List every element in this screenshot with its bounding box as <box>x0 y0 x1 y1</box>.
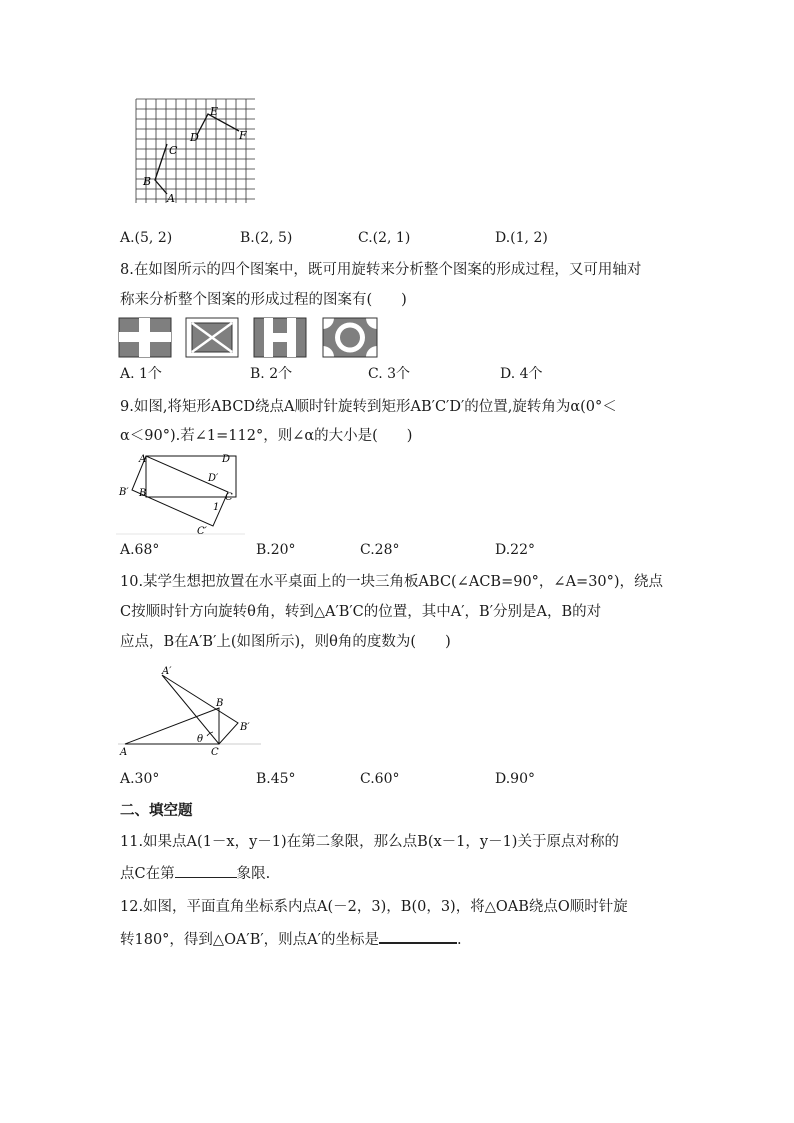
q12-text-line1: 12.如图，平面直角坐标系内点A(－2，3)，B(0，3)，将△OAB绕点O顺时针旋 <box>120 899 628 915</box>
q7-option-b: B.(2, 5) <box>240 230 293 246</box>
q10-text-line3: 应点，B在A′B′上(如图所示)，则θ角的度数为( ) <box>120 634 451 650</box>
section-heading-fill-in: 二、填空题 <box>120 802 193 819</box>
q9-option-b: B.20° <box>256 542 296 558</box>
label-C: C <box>169 144 178 157</box>
label-A: A <box>139 454 147 465</box>
pattern-h <box>254 318 306 357</box>
label-A: A <box>120 747 128 758</box>
q8-option-b: B. 2个 <box>250 366 293 382</box>
q9-option-d: D.22° <box>495 542 535 558</box>
q7-option-c: C.(2, 1) <box>358 230 411 246</box>
label-C: C <box>225 492 233 503</box>
label-E: E <box>210 105 219 118</box>
q10-option-c: C.60° <box>360 771 400 787</box>
q10-triangle-figure <box>115 660 265 760</box>
pattern-circle <box>312 317 380 359</box>
label-D: D <box>190 131 199 144</box>
label-B-prime: B′ <box>240 722 250 733</box>
q10-option-d: D.90° <box>495 771 535 787</box>
label-D-prime: D′ <box>208 473 219 484</box>
label-B: B <box>139 488 147 499</box>
label-A-prime: A′ <box>162 666 172 677</box>
label-theta: θ <box>197 734 204 745</box>
q7-grid-figure <box>135 98 257 206</box>
label-F: F <box>239 129 247 142</box>
q8-pattern-figures <box>118 317 380 359</box>
label-C-prime: C′ <box>197 526 207 537</box>
q10-text-line2: C按顺时针方向旋转θ角，转到△A′B′C的位置，其中A′，B′分别是A，B的对 <box>120 604 602 620</box>
q12-line2-suffix: . <box>456 932 462 948</box>
q11-answer-blank[interactable] <box>175 862 237 878</box>
label-angle-1: 1 <box>213 502 220 513</box>
q7-option-d: D.(1, 2) <box>495 230 548 246</box>
q9-text-line2: α＜90°).若∠1=112°，则∠α的大小是( ) <box>120 428 413 444</box>
q9-option-a: A.68° <box>120 542 160 558</box>
label-D: D <box>222 454 231 465</box>
q11-line2-prefix: 点C在第 <box>120 866 175 882</box>
q8-option-a: A. 1个 <box>120 366 162 382</box>
label-B: B <box>216 698 224 709</box>
q10-option-a: A.30° <box>120 771 160 787</box>
label-A: A <box>167 192 175 205</box>
q8-option-c: C. 3个 <box>368 366 411 382</box>
q9-text-line1: 9.如图,将矩形ABCD绕点A顺时针旋转到矩形AB′C′D′的位置,旋转角为α(0°＜ <box>120 399 617 415</box>
q10-option-b: B.45° <box>256 771 296 787</box>
q11-line2-suffix: 象限. <box>236 866 271 882</box>
pattern-cross <box>119 318 171 357</box>
q9-rectangle-figure <box>115 448 247 538</box>
q9-option-c: C.28° <box>360 542 400 558</box>
q7-option-a: A.(5, 2) <box>120 230 173 246</box>
q8-text-line2: 称来分析整个图案的形成过程的图案有( ) <box>120 292 407 308</box>
q11-text-line2 <box>120 862 270 884</box>
q8-text-line1: 8.在如图所示的四个图案中，既可用旋转来分析整个图案的形成过程，又可用轴对 <box>120 262 642 278</box>
q12-text-line2 <box>120 927 462 950</box>
q8-option-d: D. 4个 <box>500 366 543 382</box>
label-B: B <box>143 175 152 188</box>
q10-text-line1: 10.某学生想把放置在水平桌面上的一块三角板ABC(∠ACB=90°，∠A=30°)，绕点 <box>120 574 664 590</box>
pattern-envelope <box>186 318 238 357</box>
q12-answer-blank[interactable] <box>379 927 457 944</box>
q11-text-line1: 11.如果点A(1－x，y－1)在第二象限，那么点B(x－1，y－1)关于原点对称的 <box>120 834 619 850</box>
label-C: C <box>211 747 219 758</box>
q12-line2-prefix: 转180°，得到△OA′B′，则点A′的坐标是 <box>120 932 379 948</box>
label-B-prime: B′ <box>119 487 129 498</box>
